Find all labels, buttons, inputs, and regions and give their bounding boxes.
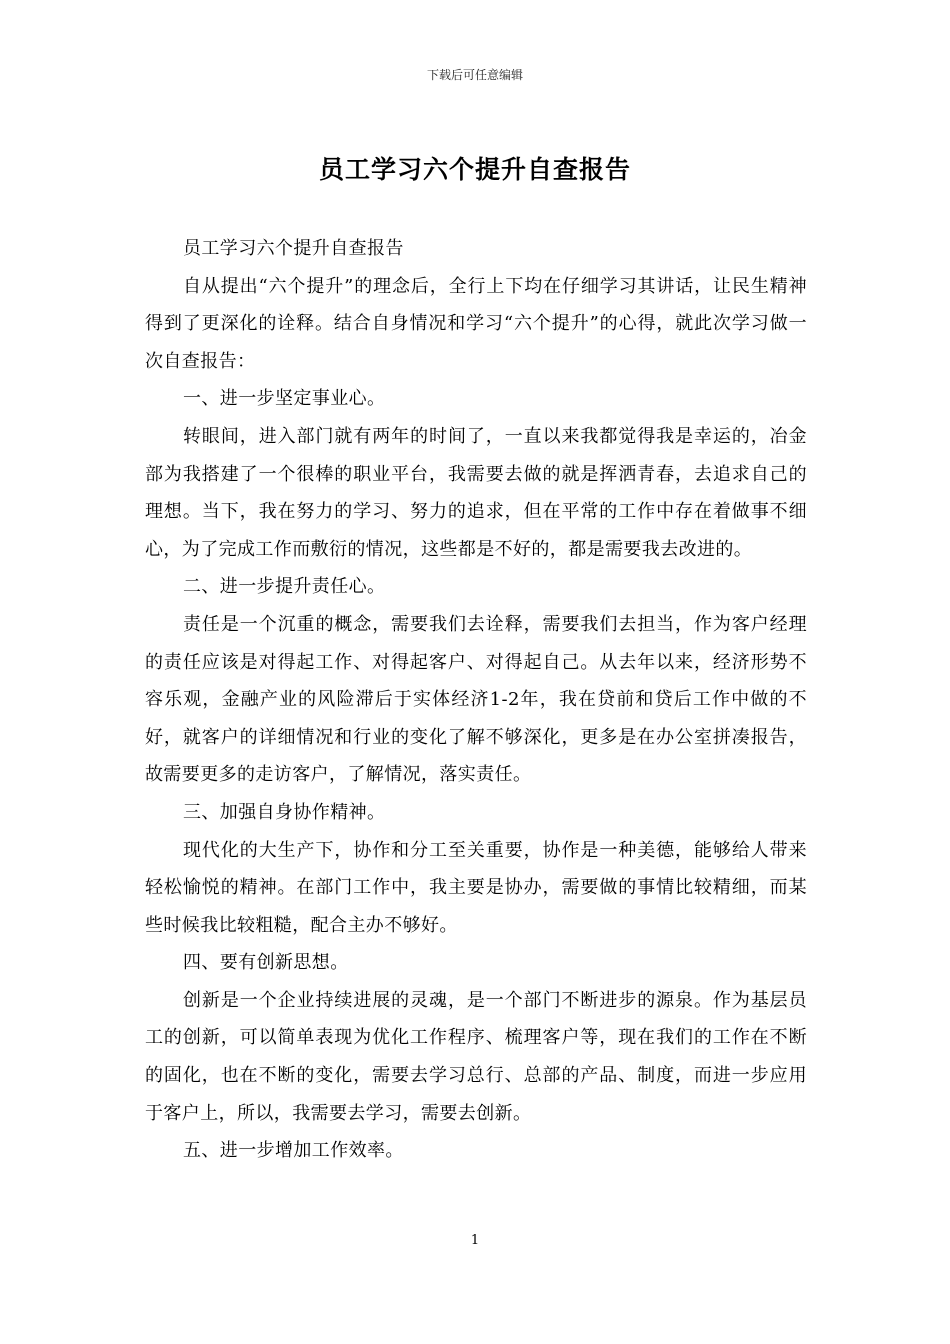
page-header-note: 下载后可任意编辑 [426, 68, 523, 82]
document-body [145, 230, 807, 1170]
paragraph-intro: 自从提出“六个提升”的理念后，全行上下均在仔细学习其讲话，让民生精神得到了更深化的诠释。结合自身情况和学习“六个提升”的心得，就此次学习做一次自查报告： [145, 275, 807, 372]
paragraph-section-1: 转眼间，进入部门就有两年的时间了，一直以来我都觉得我是幸运的，冶金部为我搭建了一个很棒的职业平台，我需要去做的就是挥洒青春，去追求自己的理想。当下，我在努力的学习、努力的追求，但在平常的工作中存在着做事不细心，为了完成工作而敷衍的情况，这些都是不好的，都是需要我去改进的。 [145, 425, 807, 560]
section-heading-5: 五、进一步增加工作效率。 [183, 1140, 404, 1162]
paragraph-section-4: 创新是一个企业持续进展的灵魂，是一个部门不断进步的源泉。作为基层员工的创新，可以简单表现为优化工作程序、梳理客户等，现在我们的工作在不断的固化，也在不断的变化，需要去学习总行、总部的产品、制度，而进一步应用于客户上，所以，我需要去学习，需要去创新。 [145, 989, 807, 1124]
document-title: 员工学习六个提升自查报告 [318, 155, 631, 184]
section-heading-4: 四、要有创新思想。 [183, 952, 349, 974]
paragraph-subtitle: 员工学习六个提升自查报告 [183, 238, 404, 259]
paragraph-section-3: 现代化的大生产下，协作和分工至关重要，协作是一种美德，能够给人带来轻松愉悦的精神。在部门工作中，我主要是协办，需要做的事情比较精细，而某些时候我比较粗糙，配合主办不够好。 [145, 839, 807, 936]
section-heading-2: 二、进一步提升责任心。 [183, 576, 386, 598]
paragraph-section-2: 责任是一个沉重的概念，需要我们去诠释，需要我们去担当，作为客户经理的责任应该是对得起工作、对得起客户、对得起自己。从去年以来，经济形势不容乐观，金融产业的风险滞后于实体经济1-2年，我在贷前和贷后工作中做的不好，就客户的详细情况和行业的变化了解不够深化，更多是在办公室拼凑报告，故需要更多的走访客户，了解情况，落实责任。 [145, 613, 807, 786]
section-heading-3: 三、加强自身协作精神。 [183, 801, 386, 823]
page-number: 1 [470, 1233, 480, 1248]
section-heading-1: 一、进一步坚定事业心。 [183, 388, 386, 410]
